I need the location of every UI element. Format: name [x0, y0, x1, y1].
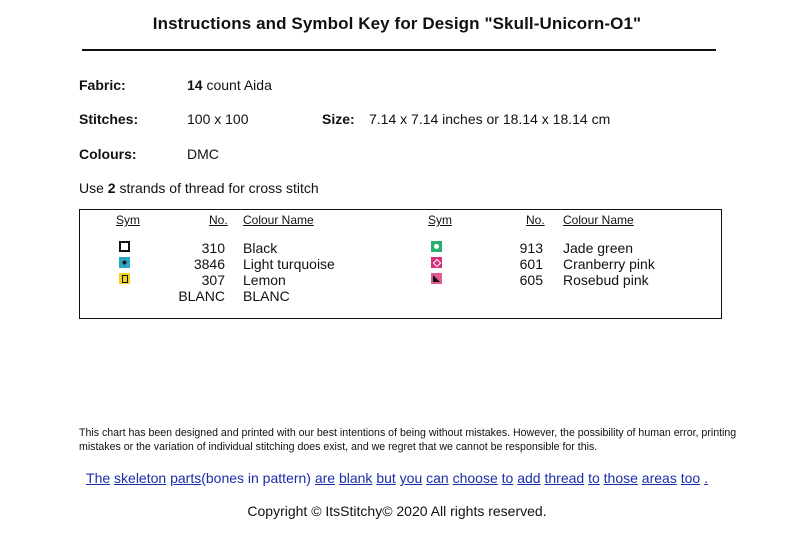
- strands-instruction: [79, 180, 319, 196]
- thread-name: Black: [243, 240, 278, 256]
- skeleton-word: add: [517, 470, 541, 486]
- thread-name: BLANC: [243, 288, 290, 304]
- header-name-left: Colour Name: [243, 213, 314, 227]
- fabric-label: Fabric:: [79, 77, 126, 93]
- skeleton-note: [0, 470, 794, 486]
- thread-name: Jade green: [563, 240, 634, 256]
- size-label: Size:: [322, 111, 355, 127]
- disclaimer-text: This chart has been designed and printed with our best intentions of being without mistakes. However, the possibility of human error, printing mistakes or the variation of individual stitching does exist, and we regret that we cannot be responsible for this.: [79, 427, 737, 453]
- skeleton-word: but: [376, 470, 396, 486]
- skeleton-word: you: [399, 470, 423, 486]
- thread-name: Lemon: [243, 272, 286, 288]
- stitches-label: Stitches:: [79, 111, 139, 127]
- page-title: Instructions and Symbol Key for Design "Skull-Unicorn-O1": [152, 14, 642, 33]
- skeleton-word: areas: [641, 470, 677, 486]
- skeleton-word: are: [314, 470, 336, 486]
- skeleton-word: skeleton: [114, 470, 167, 486]
- thread-name: Rosebud pink: [563, 272, 649, 288]
- thread-name: Light turquoise: [243, 256, 335, 272]
- square-outline-icon: [119, 241, 130, 252]
- strands-prefix: Use: [79, 180, 108, 196]
- thread-number: BLANC: [178, 288, 225, 304]
- colours-label: Colours:: [79, 146, 137, 162]
- strands-count: 2: [107, 180, 116, 196]
- thread-number: 605: [519, 272, 543, 288]
- symbol-key-table: [79, 209, 722, 319]
- lemon-icon: [119, 273, 130, 284]
- jade-icon: [431, 241, 442, 252]
- fabric-count: 14: [187, 77, 203, 93]
- fabric-type: count Aida: [202, 77, 272, 93]
- turquoise-icon: [119, 257, 130, 268]
- skeleton-word: to: [501, 470, 514, 486]
- thread-number: 307: [201, 272, 225, 288]
- copyright-text: Copyright © ItsStitchy© 2020 All rights reserved.: [247, 503, 547, 519]
- stitches-value: 100 x 100: [187, 111, 249, 127]
- skeleton-word: choose: [452, 470, 498, 486]
- rosebud-icon: [431, 273, 442, 284]
- skeleton-word: to: [588, 470, 600, 486]
- title-divider: [82, 49, 716, 51]
- thread-number: 310: [201, 240, 225, 256]
- thread-number: 913: [519, 240, 543, 256]
- skeleton-word: .: [704, 470, 708, 486]
- header-sym-left: Sym: [116, 213, 140, 227]
- skeleton-word: The: [86, 470, 111, 486]
- header-no-left: No.: [209, 213, 228, 227]
- header-no-right: No.: [526, 213, 545, 227]
- strands-suffix: strands of thread for cross stitch: [115, 180, 319, 196]
- fabric-value: [187, 77, 272, 93]
- header-sym-right: Sym: [428, 213, 452, 227]
- skeleton-word: too: [680, 470, 701, 486]
- size-value: 7.14 x 7.14 inches or 18.14 x 18.14 cm: [369, 111, 611, 127]
- skeleton-word: blank: [338, 470, 373, 486]
- cranberry-icon: [431, 257, 442, 268]
- skeleton-word: parts: [170, 470, 202, 486]
- thread-number: 3846: [193, 256, 225, 272]
- skeleton-word: can: [426, 470, 449, 486]
- colours-value: DMC: [187, 146, 219, 162]
- skeleton-word: those: [603, 470, 638, 486]
- thread-name: Cranberry pink: [563, 256, 655, 272]
- header-name-right: Colour Name: [563, 213, 634, 227]
- thread-number: 601: [519, 256, 543, 272]
- skeleton-word: thread: [544, 470, 585, 486]
- skeleton-word: (bones in pattern): [201, 470, 311, 486]
